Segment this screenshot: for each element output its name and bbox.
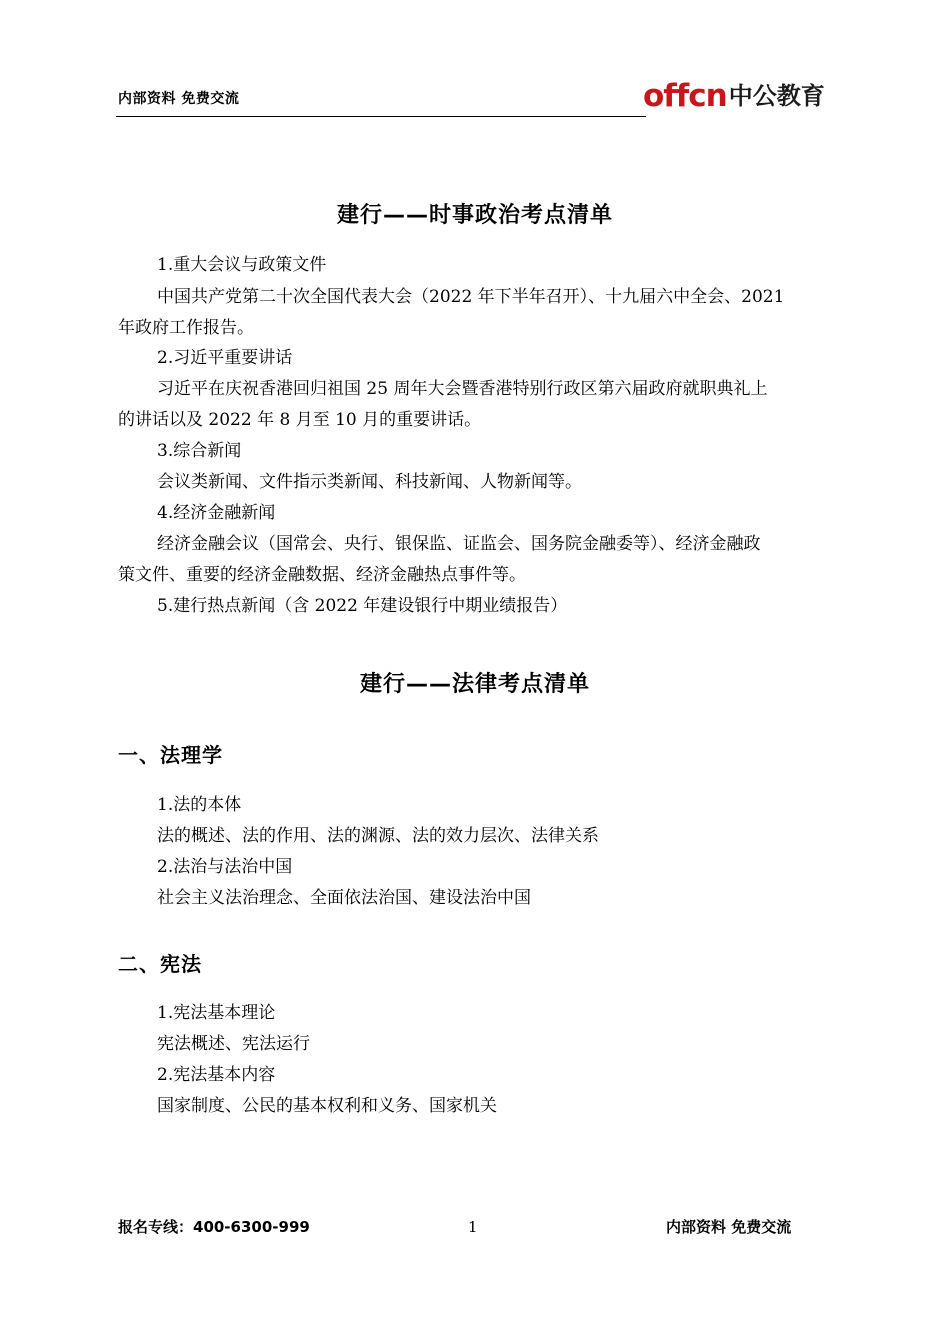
- s1-item2-heading: 2.习近平重要讲话: [157, 348, 293, 368]
- footer-right-text: 内部资料 免费交流: [666, 1218, 792, 1236]
- footer-hotline: 报名专线：400-6300-999: [118, 1218, 310, 1236]
- s2-part1-text2: 社会主义法治理念、全面依法治国、建设法治中国: [157, 888, 531, 908]
- s1-item2-text-line1: 习近平在庆祝香港回归祖国 25 周年大会暨香港特别行政区第六届政府就职典礼上: [157, 379, 768, 399]
- section2-title: 建行——法律考点清单: [359, 672, 590, 697]
- s2-part2-sub2: 2.宪法基本内容: [157, 1065, 276, 1085]
- s2-part1-heading: 一、法理学: [118, 743, 223, 767]
- s1-item3-heading: 3.综合新闻: [157, 441, 242, 461]
- s1-item4-text-line2: 策文件、重要的经济金融数据、经济金融热点事件等。: [118, 565, 526, 585]
- s1-item4-heading: 4.经济金融新闻: [157, 503, 276, 523]
- offcn-logo: [643, 74, 825, 118]
- logo-latin-text: offcn: [643, 78, 727, 114]
- s1-item5-heading: 5.建行热点新闻（含 2022 年建设银行中期业绩报告）: [157, 596, 568, 616]
- logo-cn-text: 中公教育: [728, 82, 825, 110]
- section1-title: 建行——时事政治考点清单: [336, 203, 613, 228]
- s2-part2-heading: 二、宪法: [118, 952, 202, 976]
- s2-part1-text1: 法的概述、法的作用、法的渊源、法的效力层次、法律关系: [157, 826, 599, 846]
- footer-page-number: 1: [468, 1218, 478, 1236]
- s1-item1-text-line1: 中国共产党第二十次全国代表大会（2022 年下半年召开）、十九届六中全会、2021: [157, 287, 785, 307]
- s1-item1-text-line2: 年政府工作报告。: [118, 318, 254, 338]
- header-left-text: 内部资料 免费交流: [118, 91, 240, 107]
- s2-part2-sub1: 1.宪法基本理论: [157, 1003, 276, 1023]
- s1-item2-text-line2: 的讲话以及 2022 年 8 月至 10 月的重要讲话。: [118, 410, 482, 430]
- s1-item1-heading: 1.重大会议与政策文件: [157, 255, 327, 275]
- s1-item3-text-line1: 会议类新闻、文件指示类新闻、科技新闻、人物新闻等。: [157, 472, 582, 492]
- header-divider: [116, 116, 646, 117]
- s2-part1-sub2: 2.法治与法治中国: [157, 857, 293, 877]
- s1-item4-text-line1: 经济金融会议（国常会、央行、银保监、证监会、国务院金融委等）、经济金融政: [157, 534, 761, 554]
- s2-part1-sub1: 1.法的本体: [157, 795, 242, 815]
- s2-part2-text2: 国家制度、公民的基本权利和义务、国家机关: [157, 1096, 497, 1116]
- s2-part2-text1: 宪法概述、宪法运行: [157, 1034, 310, 1054]
